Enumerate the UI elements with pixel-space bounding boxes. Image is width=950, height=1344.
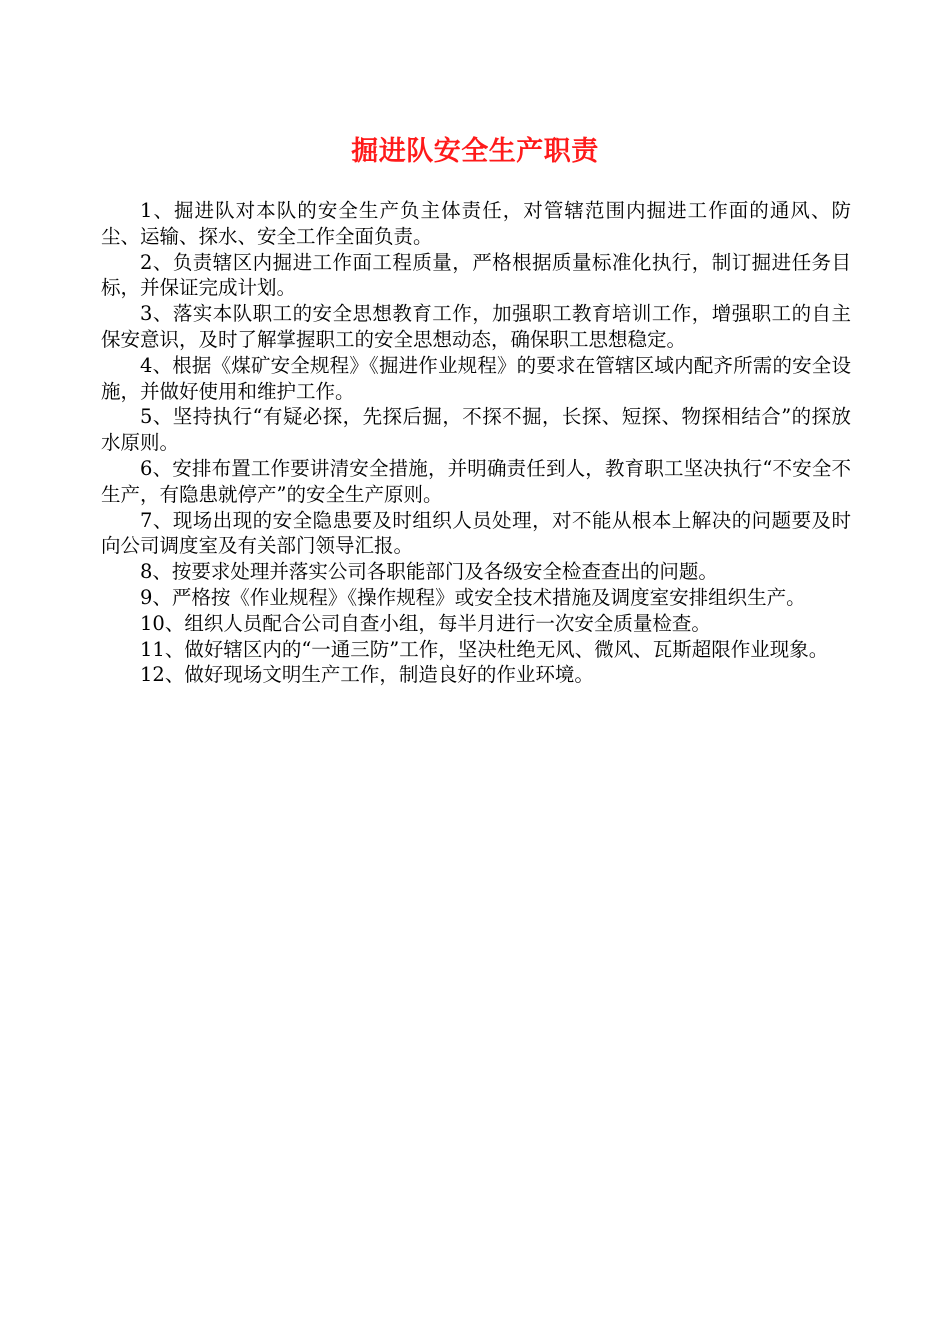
- paragraph-9: 9、严格按《作业规程》《操作规程》或安全技术措施及调度室安排组织生产。: [140, 585, 806, 609]
- paragraph-1: 1、掘进队对本队的安全生产负主体责任，对管辖范围内掘进工作面的通风、防尘、运输、探水、安全工作全面负责。: [101, 199, 851, 248]
- paragraph-12: 12、做好现场文明生产工作，制造良好的作业环境。: [140, 663, 594, 687]
- paragraph-11: 11、做好辖区内的“一通三防”工作，坚决杜绝无风、微风、瓦斯超限作业现象。: [140, 637, 829, 661]
- paragraph-7: 7、现场出现的安全隐患要及时组织人员处理，对不能从根本上解决的问题要及时向公司调度室及有关部门领导汇报。: [101, 508, 851, 558]
- paragraph-3: 3、落实本队职工的安全思想教育工作，加强职工教育培训工作，增强职工的自主保安意识，及时了解掌握职工的安全思想动态，确保职工思想稳定。: [101, 302, 851, 351]
- document-body: [101, 198, 851, 688]
- paragraph-6: 6、安排布置工作要讲清安全措施，并明确责任到人，教育职工坚决执行“不安全不生产，有隐患就停产”的安全生产原则。: [101, 456, 851, 506]
- paragraph-4: 4、根据《煤矿安全规程》《掘进作业规程》的要求在管辖区域内配齐所需的安全设施，并做好使用和维护工作。: [101, 353, 851, 403]
- paragraph-8: 8、按要求处理并落实公司各职能部门及各级安全检查查出的问题。: [140, 560, 718, 584]
- paragraph-5: 5、坚持执行“有疑必探，先探后掘，不探不掘，长探、短探、物探相结合”的探放水原则。: [101, 405, 851, 455]
- document-title: 掘进队安全生产职责: [351, 136, 599, 167]
- paragraph-10: 10、组织人员配合公司自查小组，每半月进行一次安全质量检查。: [140, 611, 711, 635]
- paragraph-2: 2、负责辖区内掘进工作面工程质量，严格根据质量标准化执行，制订掘进任务目标，并保证完成计划。: [101, 250, 851, 300]
